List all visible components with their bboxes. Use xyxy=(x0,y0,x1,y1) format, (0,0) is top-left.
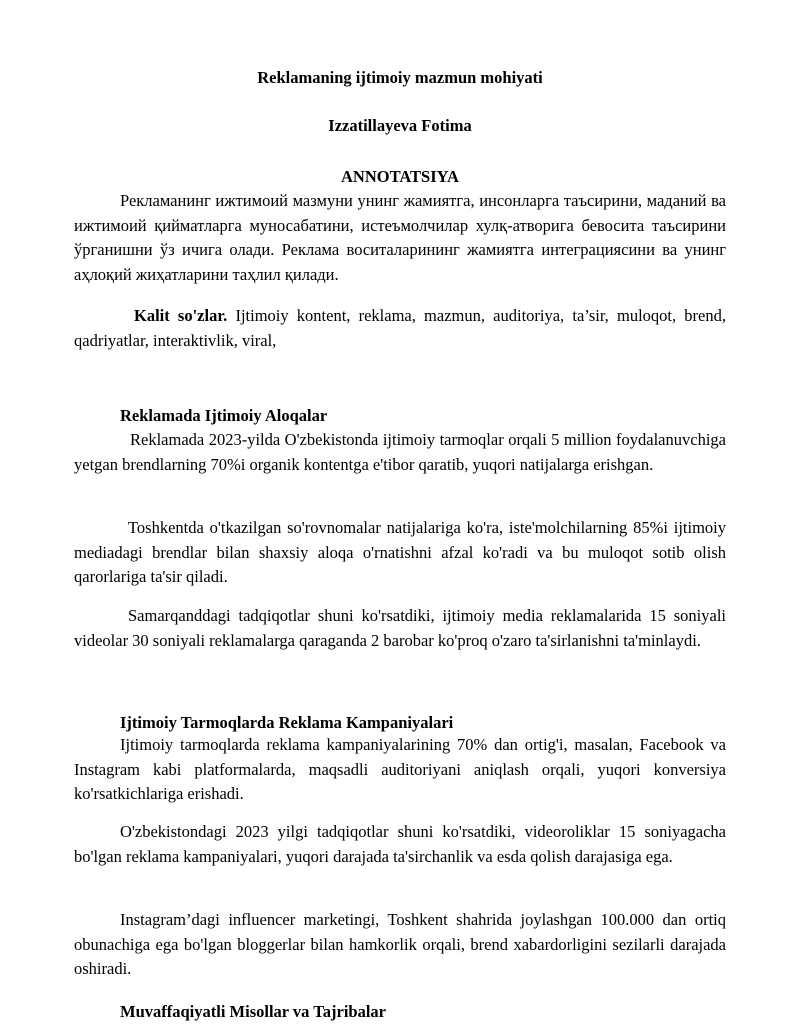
paragraph: Reklamada 2023-yilda O'zbekistonda ijtimoiy tarmoqlar orqali 5 million foydalanuvchiga yetgan brendlarning 70%i organik kontentga e'tibor qaratib, yuqori natijalarga erishgan. xyxy=(74,430,726,474)
keywords-label: Kalit so'zlar. xyxy=(134,306,228,325)
abstract-heading: ANNOTATSIYA xyxy=(341,167,459,186)
paragraph: Instagram’dagi influencer marketingi, Toshkent shahrida joylashgan 100.000 dan ortiq obunachiga ega bo'lgan bloggerlar bilan hamkorlik orqali, brend xabardorligini sezilarli darajada oshiradi. xyxy=(74,910,726,978)
section-heading: Ijtimoiy Tarmoqlarda Reklama Kampaniyalari xyxy=(120,713,454,732)
section-heading: Muvaffaqiyatli Misollar va Tajribalar xyxy=(120,1002,386,1021)
paragraph: Toshkentda o'tkazilgan so'rovnomalar natijalariga ko'ra, iste'molchilarning 85%i ijtimoiy mediadagi brendlar bilan shaxsiy aloqa o'rnatishni afzal ko'radi va bu muloqot sotib olish qarorlariga ta'sir qiladi. xyxy=(74,518,726,586)
keywords xyxy=(74,304,726,353)
paper-title: Reklamaning ijtimoiy mazmun mohiyati xyxy=(257,68,543,87)
author-name: Izzatillayeva Fotima xyxy=(328,116,472,135)
paragraph: Samarqanddagi tadqiqotlar shuni ko'rsatdiki, ijtimoiy media reklamalarida 15 soniyali videolar 30 soniyali reklamalarga qaraganda 2 barobar ko'proq o'zaro ta'sirlanishni ta'minlaydi. xyxy=(74,606,726,650)
paragraph: Ijtimoiy tarmoqlarda reklama kampaniyalarining 70% dan ortig'i, masalan, Facebook va Instagram kabi platformalarda, maqsadli auditoriyani aniqlash orqali, yuqori konversiya ko'rsatkichlariga erishadi. xyxy=(74,735,726,803)
abstract-text: Рекламанинг ижтимоий мазмуни унинг жамиятга, инсонларга таъсирини, маданий ва ижтимоий қийматларга муносабатини, истеъмолчилар хулқ-атворига бевосита таъсирини ўрганишни ўз ичига олади. Реклама воситаларининг жамиятга интеграциясини ва унинг аҳлоқий жиҳатларини таҳлил қилади. xyxy=(74,191,726,284)
paragraph: O'zbekistondagi 2023 yilgi tadqiqotlar shuni ko'rsatdiki, videoroliklar 15 soniyagacha bo'lgan reklama kampaniyalari, yuqori darajada ta'sirchanlik va esda qolish darajasiga ega. xyxy=(74,822,726,866)
keywords-text: Ijtimoiy kontent, reklama, mazmun, auditoriya, ta’sir, muloqot, brend, qadriyatlar, interaktivlik, viral, xyxy=(74,306,726,350)
section-heading: Reklamada Ijtimoiy Aloqalar xyxy=(120,406,328,425)
